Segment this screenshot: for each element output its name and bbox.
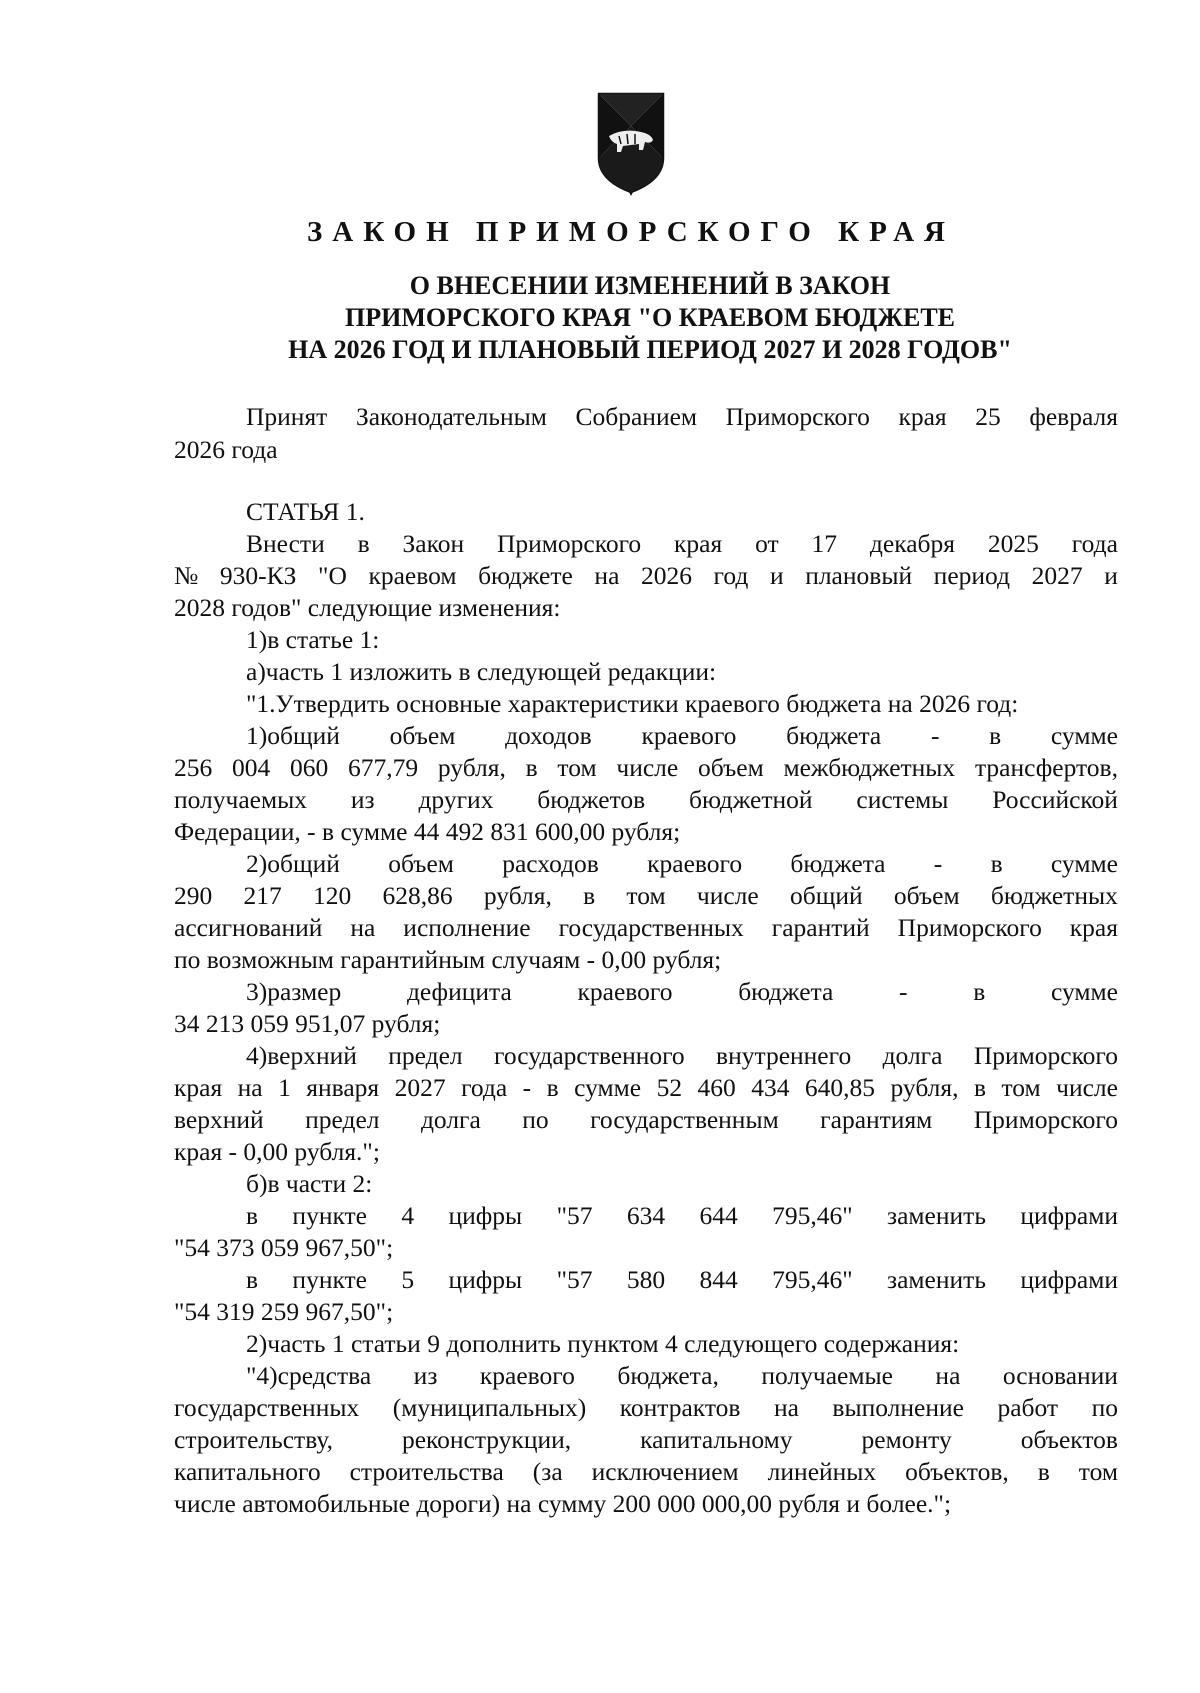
word: общий [789,881,863,910]
word: верхний [174,1105,264,1134]
article-line [174,752,1118,784]
word: рубля, [437,753,506,782]
word: цифрами [1020,1201,1118,1230]
word: том [626,881,666,910]
word: № [174,561,199,590]
word: 580 [626,1265,666,1294]
word: на [237,1073,263,1102]
word: краевого [479,1361,575,1390]
word: бюджете [478,561,573,590]
word: Законодательным [355,402,547,431]
word: 004 [232,753,271,782]
article-line [174,528,1118,560]
subtitle-line: ПРИМОРСКОГО КРАЯ "О КРАЕВОМ БЮДЖЕТЕ [345,303,955,332]
word: цифры [448,1265,523,1294]
subtitle-line: НА 2026 ГОД И ПЛАНОВЫЙ ПЕРИОД 2027 И 2028 ГОДОВ" [288,335,1012,364]
word: плановый [805,561,913,590]
word: Российской [992,785,1118,814]
word: краевого [647,849,743,878]
article-line [174,1360,1118,1392]
word: объем [389,721,456,750]
word: - [930,721,940,750]
word: числе [1056,1073,1118,1102]
word: Приморского [496,529,642,558]
word: государственных [558,913,744,942]
law-title: ЗАКОН ПРИМОРСКОГО КРАЯ [306,216,955,248]
word: 844 [699,1265,738,1294]
word: 4 [401,1201,415,1230]
article-body [174,496,1118,1520]
word: в [546,1073,559,1102]
word: долга [420,1105,481,1134]
adoption-line: 2026 года [174,435,278,464]
word: 3)размер [246,977,342,1006]
subtitle-line: О ВНЕСЕНИИ ИЗМЕНЕНИЙ В ЗАКОН [409,271,891,300]
word: государственным [590,1105,779,1134]
adoption-note [174,400,1118,466]
word: - [522,1073,532,1102]
article-line [174,1456,1118,1488]
article-heading: СТАТЬЯ 1. [246,497,365,526]
word: строительства [349,1457,504,1486]
word: получаемые [761,1361,893,1390]
article-line [174,560,1118,592]
word: 434 [751,1073,790,1102]
word: объектов, [905,1457,1009,1486]
word: 460 [697,1073,736,1102]
word: пункте [292,1265,367,1294]
article-line: "54 319 259 967,50"; [174,1297,394,1326]
word: "57 [556,1201,593,1230]
word: доходов [505,721,592,750]
word: 256 [174,753,213,782]
word: капитальному [640,1425,793,1454]
word: предел [305,1105,380,1134]
word: том [1001,1073,1041,1102]
word: бюджета [738,977,834,1006]
article-line [174,1040,1118,1072]
word: от [755,529,779,558]
word: Собранием [575,402,698,431]
word: ремонту [861,1425,952,1454]
word: (за [532,1457,563,1486]
word: основании [1002,1361,1118,1390]
article-line [174,976,1118,1008]
word: в [583,881,596,910]
article-line: по возможным гарантийным случаям - 0,00 рубля; [174,945,722,974]
word: бюджетной [689,785,813,814]
word: том [1078,1457,1118,1486]
word: бюджета [786,721,882,750]
word: 2025 [987,529,1039,558]
word: (муниципальных) [392,1393,587,1422]
word: внутреннего [716,1041,852,1070]
word: края [1069,913,1118,942]
word: в [990,849,1003,878]
word: пункте [292,1201,367,1230]
word: 2027 [1031,561,1083,590]
word: 4)верхний [246,1041,357,1070]
word: января [306,1073,380,1102]
article-line [174,1104,1118,1136]
word: сумме [1050,721,1118,750]
word: бюджета [790,849,886,878]
word: 290 [174,881,213,910]
article-line: 2)часть 1 статьи 9 дополнить пунктом 4 следующего содержания: [246,1329,960,1358]
word: межбюджетных [783,753,956,782]
word: в [525,753,538,782]
word: в [1037,1457,1050,1486]
word: Приморского [973,1105,1118,1134]
word: расходов [502,849,599,878]
word: других [418,785,494,814]
word: по [1091,1393,1118,1422]
word: Внести [246,529,325,558]
word: сумме [1050,977,1118,1006]
word: исполнение [403,913,531,942]
word: работ [997,1393,1059,1422]
word: на [935,1361,961,1390]
word: 52 [656,1073,683,1102]
word: период [933,561,1011,590]
word: 640,85 [804,1073,876,1102]
word: 25 [975,402,1001,431]
article-line: Федерации, - в сумме 44 492 831 600,00 рубля; [174,817,681,846]
word: предел [388,1041,463,1070]
word: 628,86 [382,881,453,910]
word: краевого [641,721,737,750]
article-line [174,720,1118,752]
word: бюджетов [537,785,646,814]
word: "4)средства [246,1361,372,1390]
word: объем [388,849,454,878]
article-line [174,1424,1118,1456]
word: - [899,977,908,1006]
article-line [174,848,1118,880]
word: 795,46" [772,1265,853,1294]
word: том [557,753,597,782]
word: края [674,529,723,558]
article-line: числе автомобильные дороги) на сумму 200 000 000,00 рубля и более."; [174,1489,952,1518]
word: краевом [368,561,457,590]
word: края [898,402,947,431]
word: в [973,977,986,1006]
word: 677,79 [348,753,419,782]
word: края [174,1073,223,1102]
article-line [174,880,1118,912]
word: 1 [278,1073,291,1102]
word: и [769,561,784,590]
word: ассигнований [174,913,323,942]
word: на [350,913,376,942]
word: цифры [448,1201,523,1230]
article-line: б)в части 2: [246,1169,373,1198]
word: по [522,1105,549,1134]
word: 2026 [640,561,692,590]
word: объем [893,881,960,910]
word: получаемых [174,785,308,814]
word: исключением [591,1457,739,1486]
word: государственных [174,1393,360,1422]
word: бюджета, [617,1361,719,1390]
law-subtitle [174,270,1126,366]
article-line: края - 0,00 рубля."; [174,1137,380,1166]
word: в [357,529,370,558]
word: реконструкции, [401,1425,572,1454]
word: заменить [887,1265,986,1294]
word: 930-КЗ [219,561,297,590]
word: капитального [174,1457,321,1486]
article-line [174,784,1118,816]
word: 1)общий [246,721,340,750]
word: 5 [401,1265,415,1294]
word: Закон [402,529,465,558]
article-line: 34 213 059 951,07 рубля; [174,1009,441,1038]
word: Принят [246,402,328,431]
word: 2027 [394,1073,446,1102]
word: контрактов [619,1393,741,1422]
word: 217 [243,881,282,910]
word: сумме [1050,849,1118,878]
word: рубля, [890,1073,959,1102]
word: и [1104,561,1118,590]
word: декабря [869,529,955,558]
word: заменить [887,1201,986,1230]
word: системы [856,785,949,814]
word: цифрами [1020,1265,1118,1294]
article-line: 1)в статье 1: [246,625,380,654]
word: линейных [767,1457,877,1486]
article-line: "1.Утвердить основные характеристики краевого бюджета на 2026 год: [246,689,1019,718]
word: "О [318,561,347,590]
word: гарантиям [820,1105,933,1134]
word: на [773,1393,799,1422]
word: 120 [313,881,352,910]
coat-of-arms-icon [595,92,667,196]
word: в [973,1073,986,1102]
word: 795,46" [772,1201,853,1230]
word: год [713,561,749,590]
word: года [1071,529,1118,558]
word: "57 [556,1265,593,1294]
word: из [413,1361,438,1390]
word: сумме [574,1073,642,1102]
word: 2)общий [246,849,340,878]
word: в [989,721,1002,750]
article-line: 2028 годов" следующие изменения: [174,593,561,622]
word: февраля [1029,402,1118,431]
article-line: "54 373 059 967,50"; [174,1233,394,1262]
word: выполнение [832,1393,964,1422]
article-line [174,1072,1118,1104]
word: бюджетных [990,881,1118,910]
word: объем [697,753,764,782]
word: Приморского [897,913,1042,942]
word: краевого [577,977,673,1006]
article-line [174,1264,1118,1296]
word: гарантий [771,913,870,942]
word: объектов [1020,1425,1118,1454]
word: из [350,785,375,814]
word: числе [696,881,759,910]
word: долга [882,1041,943,1070]
word: числе [616,753,679,782]
word: в [246,1265,259,1294]
word: в [246,1201,259,1230]
article-line [174,1392,1118,1424]
word: трансфертов, [974,753,1118,782]
word: 17 [811,529,838,558]
article-line: а)часть 1 изложить в следующей редакции: [246,657,717,686]
article-line [174,912,1118,944]
word: Приморского [973,1041,1118,1070]
word: Приморского [725,402,870,431]
article-line [174,1200,1118,1232]
word: рубля, [483,881,552,910]
word: строительству, [174,1425,333,1454]
adoption-line [174,400,1118,433]
word: дефицита [406,977,512,1006]
word: - [933,849,943,878]
word: года [461,1073,508,1102]
word: 634 [626,1201,666,1230]
word: 644 [699,1201,738,1230]
word: на [594,561,620,590]
word: 060 [290,753,329,782]
word: государственного [494,1041,685,1070]
